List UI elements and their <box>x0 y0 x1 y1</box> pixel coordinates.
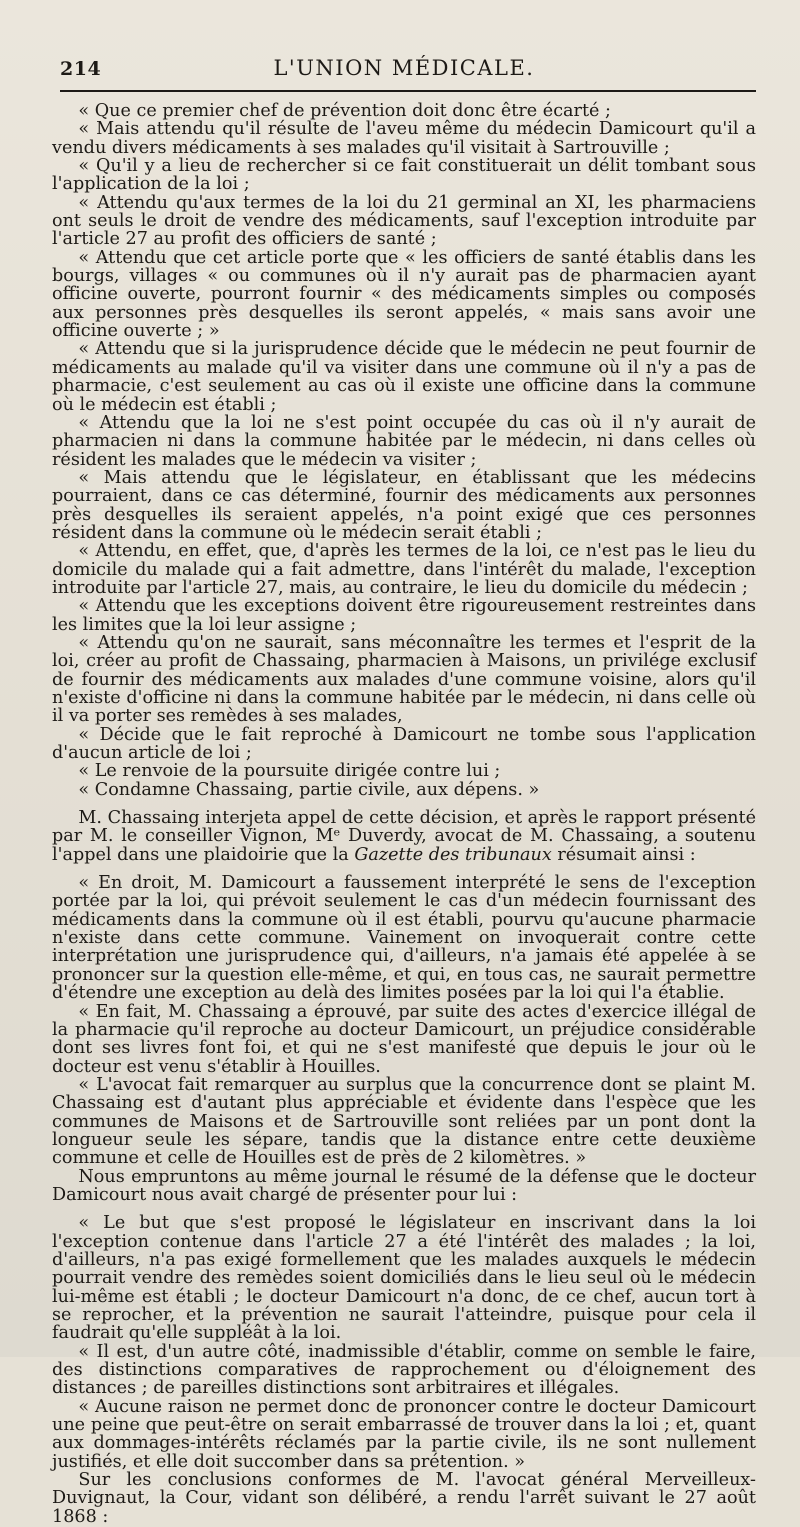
paragraph: « Mais attendu qu'il résulte de l'aveu même du médecin Damicourt qu'il a vendu divers médicaments à ses malades qu'il visitait à Sartrouville ; <box>52 119 756 158</box>
paragraph: « Attendu que cet article porte que « les officiers de santé établis dans les bourgs, villages « ou communes où il n'y aurait pas de pharmacien ayant officine ouverte, pourront fournir « des médicaments simples ou composés aux personnes près desquelles ils seront appelés, « mais sans avoir une officine ouverte ; » <box>52 247 756 342</box>
body-text <box>52 102 756 1526</box>
page-number: 214 <box>60 58 102 80</box>
paragraph: « L'avocat fait remarquer au surplus que la concurrence dont se plaint M. Chassaing est d'autant plus appréciable et évidente dans l'espèce que les communes de Maisons et de Sartrouville sont reliées par un pont dont la longueur seule les sépare, tandis que la distance entre cette deuxième commune et celle de Houilles est de près de 2 kilomètres. » <box>52 1074 756 1169</box>
paragraph: « Attendu que la loi ne s'est point occupée du cas où il n'y aurait de pharmacien ni dans la commune habitée par le médecin, ni dans celles où résident les malades que le médecin va visiter ; <box>52 412 756 470</box>
paragraph: « Le but que s'est proposé le législateur en inscrivant dans la loi l'exception contenue dans l'article 27 a été l'intérêt des malades ; la loi, d'ailleurs, n'a pas exigé formellement que les malades auxquels le médecin pourrait vendre des remèdes soient domiciliés dans le lieu seul où le médecin lui-même est établi ; le docteur Damicourt n'a donc, de ce chef, aucun tort à se reprocher, et la prévention ne saurait l'atteindre, puisque pour cela il faudrait qu'elle suppléât à la loi. <box>52 1213 756 1344</box>
paragraph: « Mais attendu que le législateur, en établissant que les médecins pourraient, dans ce cas déterminé, fournir des médicaments aux personnes près desquelles ils seraient appelés, n'a point exigé que ces personnes résident dans la commune où le médecin serait établi ; <box>52 467 756 543</box>
paragraph: « Attendu, en effet, que, d'après les termes de la loi, ce n'est pas le lieu du domicile du malade qui a fait admettre, dans l'intérêt du malade, l'exception introduite par l'article 27, mais, au contraire, le lieu du domicile du médecin ; <box>52 541 756 598</box>
header-rule <box>60 90 756 92</box>
paragraph: « Attendu que si la jurisprudence décide que le médecin ne peut fournir de médicaments au malade qu'il va visiter dans une commune où il n'y a pas de pharmacie, c'est seulement au cas où il existe une officine dans la commune où le médecin est établi ; <box>52 339 756 415</box>
paragraph-appeal <box>52 809 756 864</box>
paragraph: « En droit, M. Damicourt a faussement interprété le sens de l'exception portée par la loi, qui prévoit seulement le cas d'un médecin fournissant des médicaments dans la commune où il est établi, pourvu qu'aucune pharmacie n'existe dans cette commune. Vainement on invoquerait contre cette interprétation une jurisprudence qui, d'ailleurs, n'a jamais été appelée à se prononcer sur la question elle-même, et qui, en tous cas, ne saurait permettre d'étendre une exception au delà des limites posées par la loi qui l'a établie. <box>52 873 756 1004</box>
paragraph: « Que ce premier chef de prévention doit donc être écarté ; <box>78 101 611 121</box>
paragraph: « Aucune raison ne permet donc de prononcer contre le docteur Damicourt une peine que peut-être on serait embarrassé de trouver dans la loi ; et, quant aux dommages-intérêts réclamés par la partie civile, ils ne sont nullement justifiés, et elle doit succomber dans sa prétention. » <box>52 1396 756 1472</box>
paragraph: « Il est, d'un autre côté, inadmissible d'établir, comme on semble le faire, des distinctions comparatives de rapprochement ou d'éloignement des distances ; de pareilles distinctions sont arbitraires et illégales. <box>52 1341 756 1399</box>
appeal-text: M. Chassaing interjeta appel de cette décision, et après le rapport présenté par M. le conseiller Vignon, Mᵉ Duverdy, avocat de M. Chassaing, a soutenu l'appel dans une plaidoirie que la <box>52 808 756 865</box>
paragraph: « Attendu qu'on ne saurait, sans méconnaître les termes et l'esprit de la loi, créer au profit de Chassaing, pharmacien à Maisons, un privilége exclusif de fournir des médicaments aux malades d'une commune voisine, alors qu'il n'existe d'officine ni dans la commune habitée par le médecin, ni dans celle où il va porter ses remèdes à ses malades, <box>52 632 756 727</box>
paragraph: « Condamne Chassaing, partie civile, aux dépens. » <box>78 779 540 800</box>
paragraph: « Qu'il y a lieu de rechercher si ce fait constituerait un délit tombant sous l'application de la loi ; <box>52 156 756 195</box>
paragraph: « En fait, M. Chassaing a éprouvé, par suite des actes d'exercice illégal de la pharmacie qu'il reproche au docteur Damicourt, un préjudice considérable dont ses livres font foi, et qui ne s'est manifesté que depuis le jour où le docteur est venu s'établir à Houilles. <box>52 1001 756 1077</box>
paragraph: « Le renvoie de la poursuite dirigée contre lui ; <box>78 761 501 782</box>
paragraph: « Attendu qu'aux termes de la loi du 21 germinal an XI, les pharmaciens ont seuls le droit de vendre des médicaments, sauf l'exception introduite par l'article 27 au profit des officiers de santé ; <box>52 192 756 250</box>
appeal-text-tail: résumait ainsi : <box>551 844 696 865</box>
paragraph: « Attendu que les exceptions doivent être rigoureusement restreintes dans les limites que la loi leur assigne ; <box>52 596 756 635</box>
paragraph: « Décide que le fait reproché à Damicourt ne tombe sous l'application d'aucun article de loi ; <box>52 724 756 764</box>
running-title: L'UNION MÉDICALE. <box>273 56 535 80</box>
page-header <box>52 52 756 82</box>
paragraph: Nous empruntons au même journal le résumé de la défense que le docteur Damicourt nous avait chargé de présenter pour lui : <box>52 1166 756 1205</box>
paragraph: Sur les conclusions conformes de M. l'avocat général Merveilleux-Duvignaut, la Cour, vidant son délibéré, a rendu l'arrêt suivant le 27 août 1868 : <box>52 1470 756 1527</box>
gazette-title: Gazette des tribunaux <box>354 844 552 865</box>
